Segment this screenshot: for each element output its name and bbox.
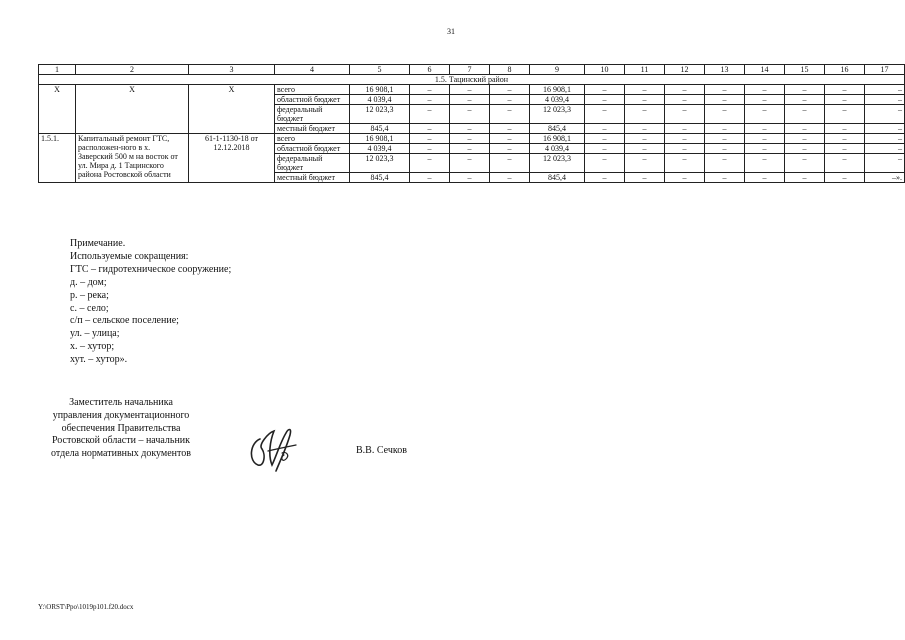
table-row	[39, 85, 905, 95]
total-value: 12 023,3	[350, 154, 410, 173]
funding-source: областной бюджет	[275, 95, 350, 105]
handwritten-signature	[246, 425, 302, 473]
funding-source: местный бюджет	[275, 173, 350, 183]
value-cell: –	[490, 144, 530, 154]
signer-line: Заместитель начальника	[69, 397, 173, 408]
column-number-header: 16	[825, 65, 865, 75]
funding-source: всего	[275, 134, 350, 144]
value-cell: –	[410, 154, 450, 173]
value-cell: –	[745, 85, 785, 95]
value-cell: –	[825, 85, 865, 95]
value-cell: –	[785, 124, 825, 134]
column-number-header: 4	[275, 65, 350, 75]
value-cell: –	[745, 105, 785, 124]
value-cell: –	[865, 144, 905, 154]
value-cell: –	[625, 95, 665, 105]
column-numbers-row	[39, 65, 905, 75]
value-cell: –	[450, 173, 490, 183]
total-value: 4 039,4	[350, 144, 410, 154]
year-value: 4 039,4	[530, 95, 585, 105]
value-cell: –	[450, 124, 490, 134]
value-cell: –	[450, 134, 490, 144]
value-cell: –	[785, 134, 825, 144]
value-cell: –	[410, 173, 450, 183]
value-cell: –	[785, 105, 825, 124]
value-cell: –	[785, 154, 825, 173]
year-value: 4 039,4	[530, 144, 585, 154]
value-cell: –	[745, 95, 785, 105]
total-value: 845,4	[350, 124, 410, 134]
signer-line: обеспечения Правительства	[61, 422, 181, 434]
total-value: 845,4	[350, 173, 410, 183]
signer-line: управления документационного	[52, 409, 190, 421]
value-cell: –	[825, 173, 865, 183]
value-cell: –	[665, 124, 705, 134]
value-cell: –	[825, 134, 865, 144]
note-item: р. – река;	[70, 289, 109, 301]
note-item: ГТС – гидротехническое сооружение;	[70, 263, 232, 275]
value-cell: –	[785, 85, 825, 95]
column-number-header: 11	[625, 65, 665, 75]
value-cell: –	[585, 105, 625, 124]
column-number-header: 17	[865, 65, 905, 75]
column-number-header: 15	[785, 65, 825, 75]
value-cell: –	[825, 124, 865, 134]
value-cell: –	[410, 105, 450, 124]
year-value: 12 023,3	[530, 105, 585, 124]
value-cell: –	[490, 95, 530, 105]
value-cell: –	[745, 124, 785, 134]
value-cell: –	[825, 95, 865, 105]
note-item: ул. – улица;	[70, 328, 120, 340]
value-cell: –	[490, 124, 530, 134]
column-number-header: 9	[530, 65, 585, 75]
value-cell: –	[865, 95, 905, 105]
value-cell: –	[865, 85, 905, 95]
funding-source: федеральный бюджет	[275, 154, 350, 173]
value-cell: –	[865, 105, 905, 124]
signer-name: В.В. Сечков	[356, 445, 407, 456]
value-cell: –	[665, 105, 705, 124]
funding-source: местный бюджет	[275, 124, 350, 134]
value-cell: –».	[865, 173, 905, 183]
contract-code: X	[189, 85, 275, 134]
value-cell: –	[585, 85, 625, 95]
year-value: 16 908,1	[530, 134, 585, 144]
value-cell: –	[585, 95, 625, 105]
value-cell: –	[705, 124, 745, 134]
column-number-header: 5	[350, 65, 410, 75]
object-name: Капитальный ремонт ГТС, расположен-ного в х. Заверский 500 м на восток от ул. Мира д. 1 Тацинского района Ростовской области	[76, 134, 189, 183]
value-cell: –	[625, 154, 665, 173]
value-cell: –	[410, 124, 450, 134]
value-cell: –	[865, 134, 905, 144]
value-cell: –	[785, 95, 825, 105]
year-value: 845,4	[530, 173, 585, 183]
note-item: с. – село;	[70, 302, 109, 314]
total-value: 12 023,3	[350, 105, 410, 124]
total-value: 4 039,4	[350, 95, 410, 105]
note-item: д. – дом;	[70, 276, 107, 288]
value-cell: –	[625, 134, 665, 144]
value-cell: –	[705, 85, 745, 95]
column-number-header: 6	[410, 65, 450, 75]
year-value: 16 908,1	[530, 85, 585, 95]
value-cell: –	[625, 144, 665, 154]
note-subtitle: Используемые сокращения:	[70, 250, 189, 262]
value-cell: –	[785, 144, 825, 154]
value-cell: –	[410, 85, 450, 95]
column-number-header: 1	[39, 65, 76, 75]
value-cell: –	[705, 134, 745, 144]
value-cell: –	[410, 144, 450, 154]
value-cell: –	[705, 105, 745, 124]
column-number-header: 13	[705, 65, 745, 75]
value-cell: –	[665, 144, 705, 154]
region-title: 1.5. Тацинский район	[39, 75, 905, 85]
value-cell: –	[665, 85, 705, 95]
region-row	[39, 75, 905, 85]
value-cell: –	[490, 105, 530, 124]
note-item: х. – хутор;	[70, 341, 115, 353]
total-value: 16 908,1	[350, 85, 410, 95]
value-cell: –	[665, 154, 705, 173]
value-cell: –	[410, 134, 450, 144]
value-cell: –	[745, 144, 785, 154]
total-value: 16 908,1	[350, 134, 410, 144]
funding-source: федеральный бюджет	[275, 105, 350, 124]
value-cell: –	[450, 85, 490, 95]
file-path: Y:\ORST\Ppo\1019p101.f20.docx	[38, 603, 134, 611]
table-row	[39, 134, 905, 144]
funding-source: областной бюджет	[275, 144, 350, 154]
value-cell: –	[625, 85, 665, 95]
value-cell: –	[585, 144, 625, 154]
abbreviations-note	[70, 238, 231, 367]
value-cell: –	[785, 173, 825, 183]
value-cell: –	[625, 173, 665, 183]
year-value: 12 023,3	[530, 154, 585, 173]
note-item: хут. – хутор».	[70, 354, 128, 366]
value-cell: –	[665, 95, 705, 105]
signer-line: Ростовской области – начальник	[51, 435, 191, 447]
value-cell: –	[705, 95, 745, 105]
item-number: 1.5.1.	[39, 134, 76, 183]
value-cell: –	[585, 124, 625, 134]
value-cell: –	[745, 173, 785, 183]
value-cell: –	[865, 124, 905, 134]
value-cell: –	[865, 154, 905, 173]
value-cell: –	[450, 154, 490, 173]
value-cell: –	[825, 144, 865, 154]
page-number: 31	[447, 27, 455, 36]
value-cell: –	[625, 124, 665, 134]
value-cell: –	[665, 134, 705, 144]
value-cell: –	[825, 154, 865, 173]
note-title: Примечание.	[70, 238, 126, 249]
value-cell: –	[490, 154, 530, 173]
value-cell: –	[585, 173, 625, 183]
column-number-header: 10	[585, 65, 625, 75]
value-cell: –	[490, 173, 530, 183]
value-cell: –	[490, 134, 530, 144]
item-number: X	[39, 85, 76, 134]
column-number-header: 14	[745, 65, 785, 75]
value-cell: –	[450, 105, 490, 124]
budget-table	[38, 64, 905, 183]
value-cell: –	[585, 134, 625, 144]
value-cell: –	[745, 134, 785, 144]
note-item: с/п – сельское поселение;	[70, 315, 179, 327]
value-cell: –	[625, 105, 665, 124]
column-number-header: 2	[76, 65, 189, 75]
column-number-header: 8	[490, 65, 530, 75]
signer-position	[36, 397, 206, 461]
value-cell: –	[705, 154, 745, 173]
value-cell: –	[665, 173, 705, 183]
signer-line: отдела нормативных документов	[51, 448, 191, 460]
value-cell: –	[450, 95, 490, 105]
funding-source: всего	[275, 85, 350, 95]
value-cell: –	[705, 144, 745, 154]
value-cell: –	[745, 154, 785, 173]
object-name: X	[76, 85, 189, 134]
value-cell: –	[705, 173, 745, 183]
column-number-header: 12	[665, 65, 705, 75]
value-cell: –	[410, 95, 450, 105]
value-cell: –	[490, 85, 530, 95]
column-number-header: 7	[450, 65, 490, 75]
year-value: 845,4	[530, 124, 585, 134]
contract-code: 61-1-1130-18 от 12.12.2018	[189, 134, 275, 183]
value-cell: –	[585, 154, 625, 173]
value-cell: –	[825, 105, 865, 124]
column-number-header: 3	[189, 65, 275, 75]
value-cell: –	[450, 144, 490, 154]
